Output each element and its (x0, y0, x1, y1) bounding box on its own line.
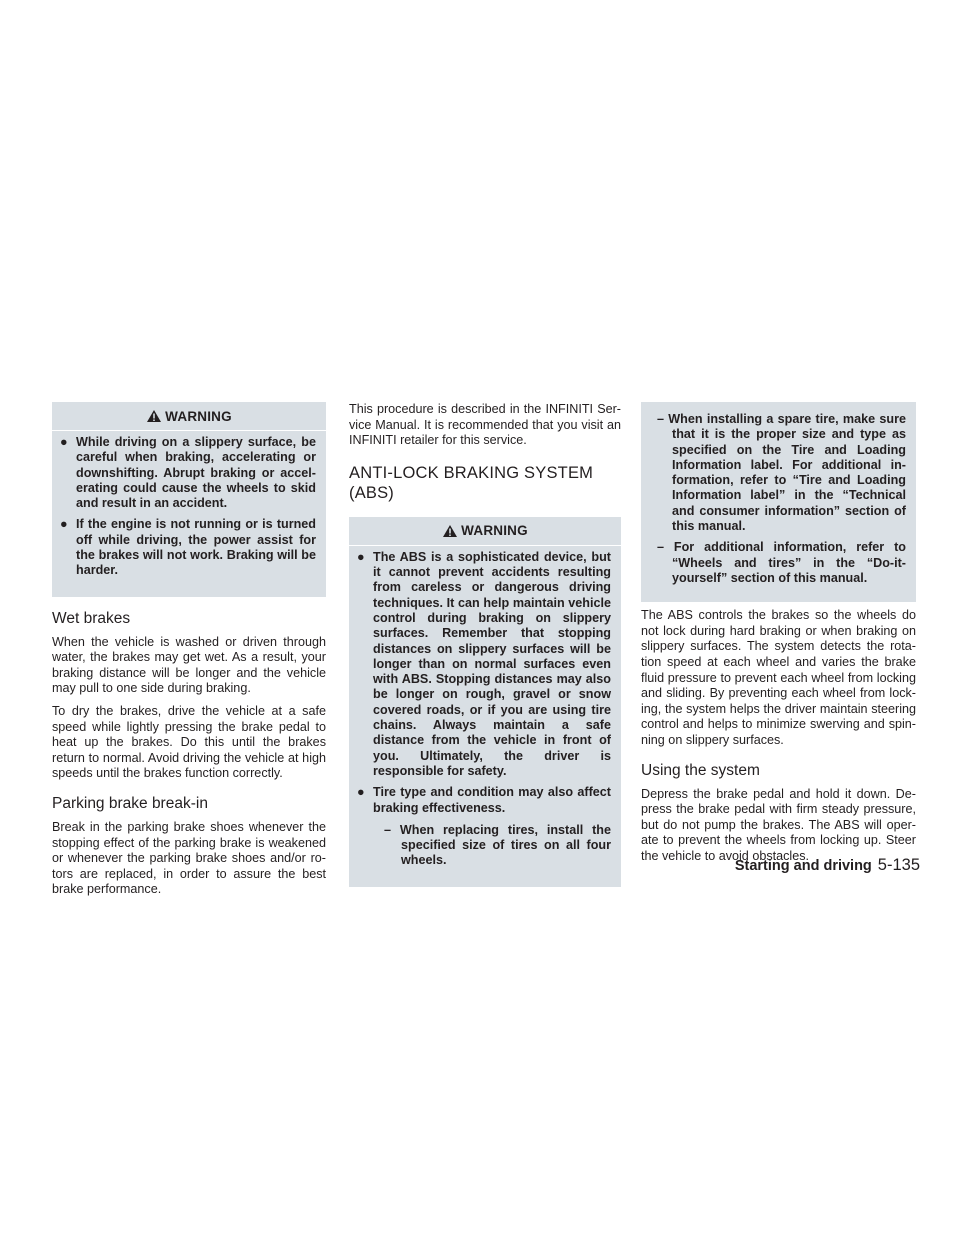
paragraph: To dry the brakes, drive the vehicle at a safe speed while lightly pressing the brake pedal to heat up the brakes. Do this until the brakes return to normal. Avoid driving the vehicle at high speeds until the brakes function correctly. (52, 704, 326, 781)
warning-item: ● Tire type and condition may also affect braking effectiveness. – When replacing tires, install the specified size of tires on all four wheels. (357, 785, 611, 868)
paragraph: This procedure is described in the INFINITI Service Manual. It is recommended that you visit an INFINITI retailer for this service. (349, 402, 621, 448)
bullet-icon: ● (60, 517, 68, 532)
section-title-wet-brakes: Wet brakes (52, 609, 131, 627)
column-2 (349, 402, 621, 887)
warning-list (349, 546, 621, 869)
page-footer (735, 856, 920, 875)
page-number: 5-135 (877, 856, 920, 874)
footer-section-name: Starting and driving (734, 858, 872, 874)
paragraph: Depress the brake pedal and hold it down. Depress the brake pedal with firm steady pressure, but do not pump the brakes. The ABS will operate to prevent the wheels from locking up. Steer the vehicle to avoid obstacles. (641, 786, 916, 863)
section-title-abs: ANTI-LOCK BRAKING SYSTEM (ABS) (349, 463, 594, 502)
warning-sub-item: – For additional information, refer to “Wheels and tires” in the “Do-it-yourself” section of this manual. (657, 540, 906, 585)
warning-label: WARNING (165, 408, 232, 424)
warning-sub-item: – When replacing tires, install the specified size of tires on all four wheels. (384, 822, 611, 868)
bullet-icon: ● (357, 785, 365, 800)
paragraph: When the vehicle is washed or driven through water, the brakes may get wet. As a result, your braking distance will be longer and the vehicle may pull to one side during braking. (52, 634, 326, 696)
section-title-using-system: Using the system (641, 761, 760, 779)
warning-header (349, 517, 621, 546)
column-3 (641, 402, 916, 872)
bullet-icon: ● (357, 549, 365, 564)
section-title-parking-brake: Parking brake break-in (52, 795, 208, 813)
warning-sub-item: – When installing a spare tire, make sure that it is the proper size and type as specified on the Tire and Loading Information label. For additional information, refer to “Tire and Loading Information label” in the “Technical and consumer information” section of this manual. (657, 412, 906, 534)
warning-item: ● The ABS is a sophisticated device, but it cannot prevent accidents resulting from careless or dangerous driving techniques. It can help maintain vehicle control during braking on slippery surfaces. Remember that stopping distances on slippery surfaces will be longer than on normal surfaces even with ABS. Stopping distances may also be longer on rough, gravel or snow covered roads, or if you are using tire chains. Always maintain a safe distance from the vehicle in front of you. Ultimately, the driver is responsible for safety. (357, 549, 611, 778)
warning-box-braking (52, 402, 326, 597)
warning-triangle-icon (146, 409, 162, 423)
warning-box-abs-continued (641, 402, 916, 602)
warning-label: WARNING (461, 523, 528, 539)
paragraph: Break in the parking brake shoes whenever the stopping effect of the parking brake is weakened or whenever the parking brake shoes and/or rotors are replaced, in order to assure the best brake performance. (52, 820, 326, 897)
warning-item: ● If the engine is not running or is turned off while driving, the power assist for the brakes will not work. Braking will be harder. (60, 517, 316, 578)
paragraph: The ABS controls the brakes so the wheels do not lock during hard braking or when braking on slippery surfaces. The system detects the rotation speed at each wheel and varies the brake fluid pressure to prevent each wheel from locking and sliding. By preventing each wheel from locking, the system helps the driver maintain steering control and helps to minimize swerving and spinning on slippery surfaces. (641, 608, 916, 748)
warning-item: ● While driving on a slippery surface, be careful when braking, accelerating or downshifting. Abrupt braking or accelerating could cause the wheels to skid and result in an accident. (60, 435, 316, 511)
bullet-icon: ● (60, 435, 68, 449)
warning-box-abs (349, 517, 621, 887)
warning-triangle-icon (442, 524, 458, 538)
column-1 (52, 402, 326, 905)
warning-header (52, 402, 326, 431)
warning-list (52, 431, 326, 579)
